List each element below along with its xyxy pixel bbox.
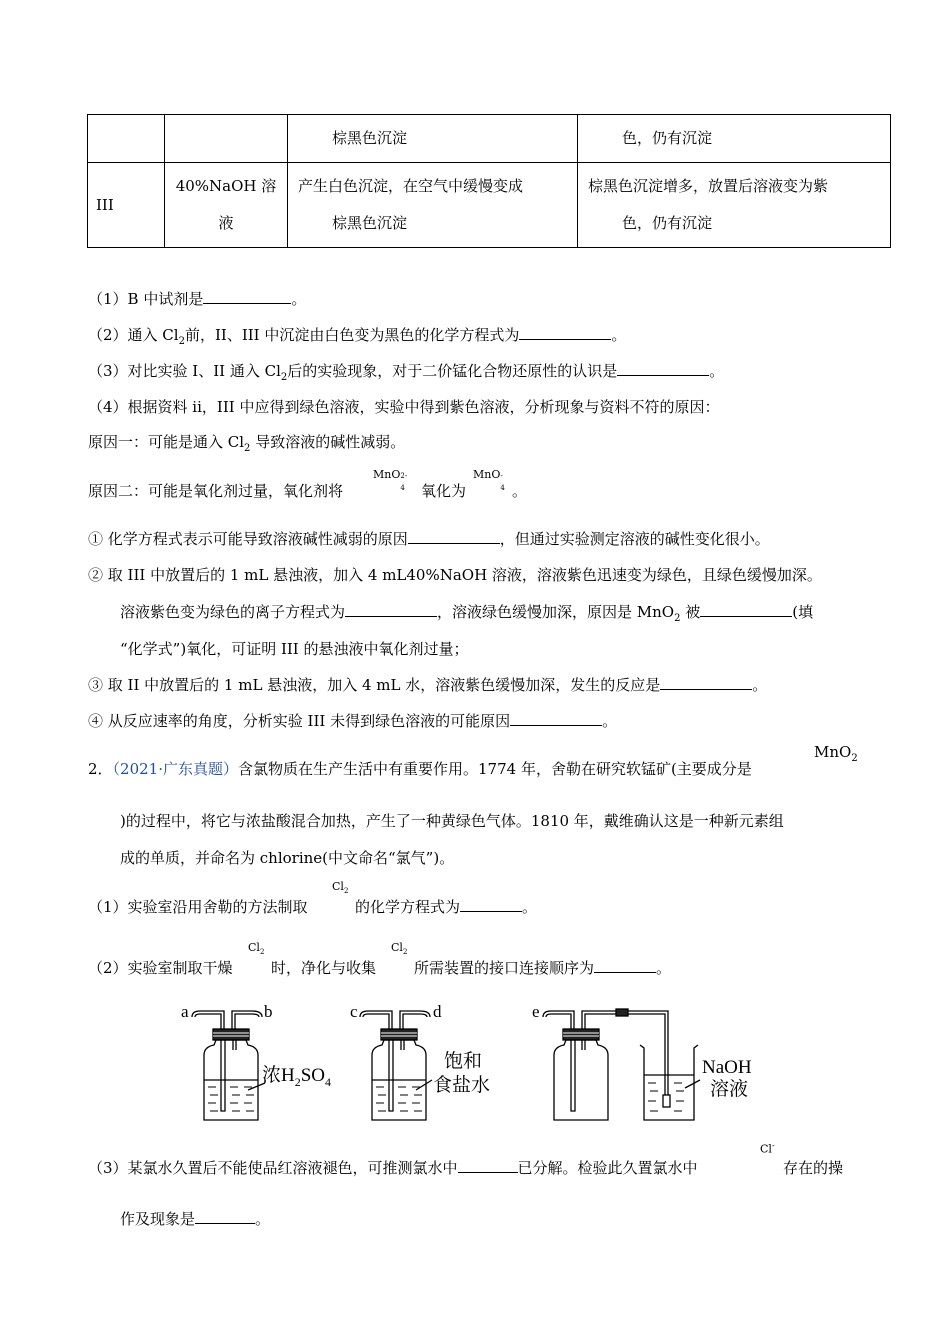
formula-cl-ion — [760, 1141, 775, 1156]
question-2-part-3 — [88, 1157, 698, 1178]
text: ① 化学方程式表示可能导致溶液碱性减弱的原因 — [88, 530, 408, 548]
row-label: III — [96, 195, 114, 214]
answer-blank[interactable] — [519, 325, 611, 340]
wash-bottle-1 — [192, 1011, 265, 1120]
sub-question-3 — [88, 674, 767, 695]
table-row — [88, 163, 891, 248]
text: 已分解。检验此久置氯水中 — [517, 1159, 698, 1177]
sub-question-2-line-3: “化学式”)氧化，可证明 III 的悬浊液中氧化剂过量； — [120, 640, 469, 658]
question-2-part-2-end — [414, 957, 671, 978]
answer-blank[interactable] — [700, 602, 792, 617]
question-2-part-3-line-2 — [120, 1208, 270, 1229]
subscript: 4 — [500, 484, 505, 492]
formula-text: MnO — [373, 468, 401, 481]
port-label-d: d — [433, 1002, 442, 1021]
formula-cl2 — [248, 941, 264, 956]
text: 存在的操 — [783, 1159, 844, 1177]
text: 。 — [611, 326, 627, 344]
text: 原因一：可能是通入 Cl — [88, 433, 245, 451]
formula-mno4-1 — [473, 468, 508, 492]
subscript: 2 — [280, 372, 288, 383]
answer-blank[interactable] — [458, 1158, 518, 1173]
formula-text: MnO — [814, 743, 852, 761]
reagent-label-brine: 食盐水 — [433, 1075, 491, 1096]
subscript: 2 — [244, 443, 251, 454]
text: 。 — [752, 676, 768, 694]
text: 所需装置的接口连接顺序为 — [414, 959, 595, 977]
subscript: 2 — [851, 753, 858, 764]
answer-blank[interactable] — [195, 1209, 255, 1224]
subscript: 2 — [674, 613, 681, 624]
text: 。 — [522, 898, 538, 916]
answer-blank[interactable] — [408, 529, 500, 544]
reagent-label-solution: 溶液 — [710, 1079, 749, 1100]
source-tag: （2021·广东真题） — [112, 760, 238, 778]
table-cell — [165, 115, 288, 163]
question-2-intro-line-1 — [88, 758, 752, 779]
port-label-b: b — [264, 1002, 273, 1021]
text: （1）B 中试剂是 — [88, 290, 204, 308]
question-2-part-3-end — [783, 1157, 843, 1178]
text: 导致溶液的碱性减弱。 — [250, 433, 406, 451]
superscript: - — [771, 1141, 775, 1150]
formula-text: Cl — [248, 941, 260, 954]
text: 被 — [680, 603, 701, 621]
text: ④ 从反应速率的角度，分析实验 III 未得到绿色溶液的可能原因 — [88, 712, 511, 730]
cell-text: 40%NaOH 溶 — [175, 177, 277, 195]
text: ③ 取 II 中放置后的 1 mL 悬浊液，加入 4 mL 水，溶液紫色缓慢加深，发生的反应是 — [88, 676, 661, 694]
text: 的化学方程式为 — [355, 898, 461, 916]
subscript: 2 — [402, 948, 408, 957]
reason-two — [88, 480, 343, 501]
sub-question-2-line-1: ② 取 III 中放置后的 1 mL 悬浊液，加入 4 mL40%NaOH 溶液，溶液紫色迅速变为绿色，且绿色缓慢加深。 — [88, 566, 822, 584]
port-label-a: a — [181, 1002, 189, 1021]
formula-mno2 — [814, 743, 858, 764]
text: 氧化为 — [421, 482, 467, 500]
formula-cl2 — [332, 880, 348, 895]
formula-text: Cl — [332, 880, 344, 893]
table-cell — [288, 163, 578, 248]
reason-two-end — [512, 480, 527, 501]
text: 前，II、III 中沉淀由白色变为黑色的化学方程式为 — [184, 326, 520, 344]
formula-text: MnO — [473, 468, 501, 481]
cell-text: 液 — [218, 214, 234, 232]
text: 含氯物质在生产生活中有重要作用。1774 年，舍勒在研究软锰矿(主要成分是 — [238, 760, 752, 778]
table-row — [88, 115, 891, 163]
table-cell — [88, 115, 165, 163]
question-1-part-1 — [88, 288, 306, 309]
subscript: 2 — [178, 336, 185, 347]
question-2-part-1-end — [355, 896, 537, 917]
text: 。 — [656, 959, 672, 977]
text: 。 — [709, 362, 725, 380]
cell-text: 棕黑色沉淀 — [332, 129, 408, 147]
subscript: 4 — [400, 484, 405, 492]
apparatus-diagram — [170, 995, 780, 1130]
subscript: 2 — [343, 887, 349, 896]
formula-text: Cl — [760, 1142, 772, 1156]
reason-one — [88, 431, 405, 454]
sub-question-1 — [88, 528, 770, 549]
superscript: 2- — [400, 472, 408, 480]
cell-text: 棕黑色沉淀增多，放置后溶液变为紫 — [588, 177, 829, 195]
cell-text: 产生白色沉淀，在空气中缓慢变成 — [298, 177, 524, 195]
text: 后的实验现象，对于二价锰化合物还原性的认识是 — [287, 362, 618, 380]
text: （3）对比实验 I、II 通入 Cl — [88, 362, 281, 380]
text: (填 — [792, 603, 814, 621]
reagent-label-naoh: NaOH — [702, 1057, 752, 1078]
text: ，溶液绿色缓慢加深，原因是 MnO — [437, 603, 675, 621]
table-cell — [88, 163, 165, 248]
answer-blank[interactable] — [510, 711, 602, 726]
cell-text: 色，仍有沉淀 — [622, 214, 713, 232]
port-label-c: c — [350, 1002, 358, 1021]
text: 。 — [291, 290, 307, 308]
text: 溶液紫色变为绿色的离子方程式为 — [120, 603, 346, 621]
text: （2）实验室制取干燥 — [88, 959, 233, 977]
question-2-part-1 — [88, 896, 308, 917]
table-cell — [165, 163, 288, 248]
answer-blank[interactable] — [660, 675, 752, 690]
question-1-part-4: （4）根据资料 ii，III 中应得到绿色溶液，实验中得到紫色溶液，分析现象与资料不符的原因： — [88, 398, 720, 416]
text: （3）某氯水久置后不能使品红溶液褪色，可推测氯水中 — [88, 1159, 458, 1177]
question-1-part-2 — [88, 324, 626, 347]
answer-blank[interactable] — [460, 897, 522, 912]
text: 。 — [512, 482, 528, 500]
text: 时，净化与收集 — [271, 959, 377, 977]
question-1-part-3 — [88, 360, 724, 383]
text: 原因二：可能是氧化剂过量，氧化剂将 — [88, 482, 344, 500]
reagent-label-saturated: 饱和 — [444, 1051, 483, 1072]
answer-blank[interactable] — [203, 289, 291, 304]
question-2-intro-line-3: 成的单质，并命名为 chlorine(中文命名“氯气”)。 — [120, 849, 455, 867]
reason-two-mid — [421, 480, 466, 501]
experiment-table — [87, 114, 891, 248]
reagent-label-h2so4: 浓$H_2SO_4$ — [262, 1065, 332, 1089]
answer-blank[interactable] — [345, 602, 437, 617]
text: 作及现象是 — [120, 1210, 196, 1228]
sub-question-2-line-2 — [120, 601, 813, 624]
text: （2）通入 Cl — [88, 326, 179, 344]
question-2-intro-line-2: )的过程中，将它与浓盐酸混合加热，产生了一种黄绿色气体。1810 年，戴维确认这是一种新元素组 — [120, 812, 784, 830]
table-cell — [578, 163, 891, 248]
wash-bottle-2 — [360, 1011, 432, 1120]
question-2-part-2-mid — [271, 957, 376, 978]
collection-bottle — [543, 1009, 668, 1120]
cell-text: 色，仍有沉淀 — [622, 129, 713, 147]
cell-text: 棕黑色沉淀 — [332, 214, 408, 232]
text: 。 — [255, 1210, 271, 1228]
formula-text: Cl — [391, 941, 403, 954]
answer-blank[interactable] — [594, 958, 656, 973]
sub-question-4 — [88, 710, 617, 731]
formula-cl2 — [391, 941, 407, 956]
text: （1）实验室沿用舍勒的方法制取 — [88, 898, 308, 916]
formula-mno4-2 — [373, 468, 408, 492]
table-cell — [288, 115, 578, 163]
text: ，但通过实验测定溶液的碱性变化很小。 — [499, 530, 770, 548]
port-label-e: e — [532, 1002, 540, 1021]
subscript: 2 — [259, 948, 265, 957]
superscript: - — [500, 472, 503, 480]
answer-blank[interactable] — [617, 361, 709, 376]
text: 。 — [602, 712, 618, 730]
table-cell — [578, 115, 891, 163]
question-2-part-2 — [88, 957, 233, 978]
question-number: 2． — [88, 760, 113, 778]
